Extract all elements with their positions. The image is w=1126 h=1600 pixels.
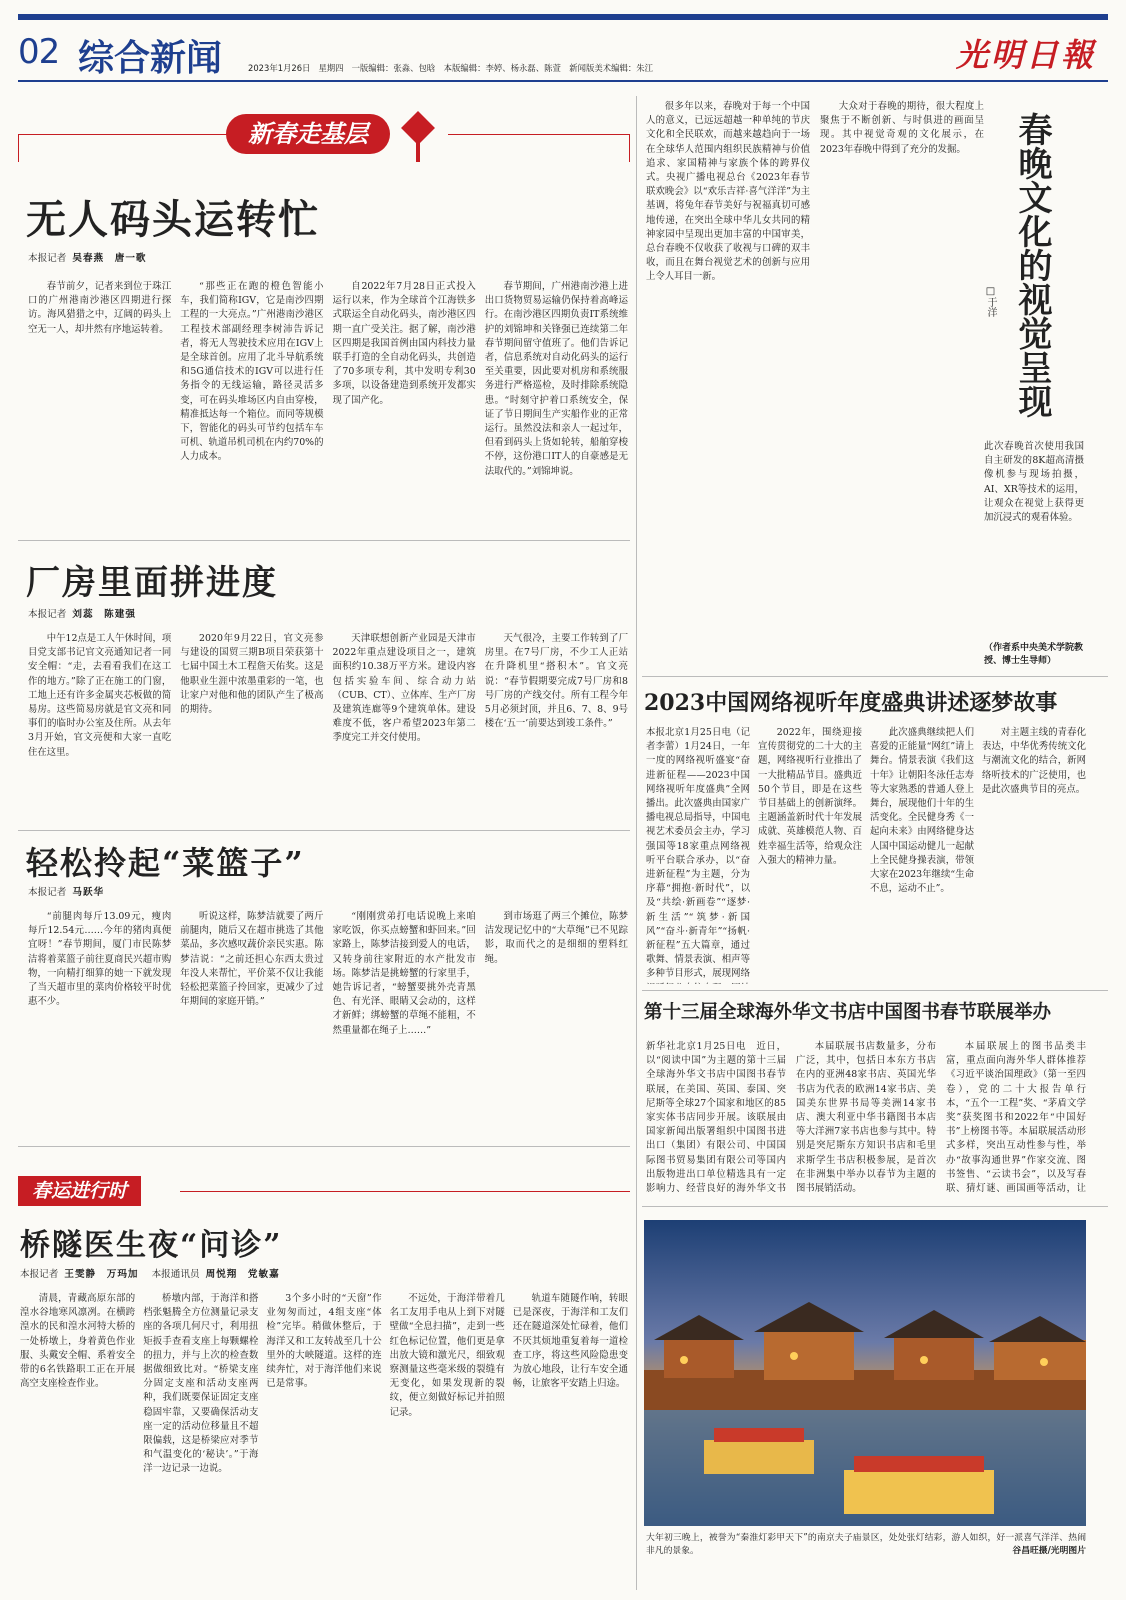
- article3-body: [28, 910, 628, 1138]
- divider: [18, 830, 630, 831]
- article4-authors2: 周悦翔 党敏嘉: [205, 1269, 280, 1280]
- paragraph: 3个多小时的“天窗”作业匆匆而过，4组支座“体检”完毕。稍做休整后，于海洋又和工友转战至几十公里外的大峡隧道。这样的连续奔忙，对于海洋他们来说已是常事。: [266, 1293, 382, 1390]
- travel-tag: [18, 1176, 141, 1206]
- article4-byline-label: 本报记者: [20, 1269, 59, 1280]
- masthead-logo: 光明日報: [955, 36, 1096, 74]
- paragraph: “前腿肉每斤13.09元，瘦肉每斤12.54元……今年的猪肉真便宜呀！”春节期间，厦门市民陈梦洁将着菜篮子前往夏商民兴超市购物，一向精打细算的她一下就发现了当天超市里的菜肉价格较平时优惠不少。: [28, 911, 172, 1008]
- photo-caption: [646, 1532, 1086, 1558]
- paragraph: 新华社北京1月25日电 近日，以“阅读中国”为主题的第十三届全球海外华文书店中国图书春节联展，在美国、英国、泰国、突尼斯等全球27个国家和地区的85家实体书店同步开展。该联展由国家新闻出版署组织中国图书进出口（集团）有限公司、中国国际图书贸易集团有限公司等国内出版物进出口单位精选具有一定影响力、经营良好的海外华文书: [646, 1041, 786, 1195]
- page-number: 02: [18, 32, 60, 72]
- paragraph: 此次春晚首次使用我国自主研发的8K超高清摄像机参与现场拍摄，AI、XR等技术的运用，让观众在视觉上获得更加沉浸式的观看体验。: [984, 441, 1084, 524]
- article4-body: [20, 1292, 628, 1588]
- paragraph: 此次盛典继续把人们喜爱的正能量“网红”请上舞台。情景表演《我们这十年》让朝阳冬泳任志寿等大家熟悉的普通人登上舞台，展现他们十年的生活变化。全民健身秀《一起向未来》由网络健身达人国中国运动健儿一起献上全民健身操表演，带领大家在2023年继续“生命不息，运动不止”。: [870, 727, 974, 895]
- article1-title: 无人码头运转忙: [26, 196, 320, 243]
- banner-badge: [226, 114, 390, 154]
- header-top-bar: [18, 14, 1108, 20]
- section-name: 综合新闻: [78, 38, 223, 79]
- paragraph: 天气很冷，主要工作转到了厂房里。在7号厂房，不少工人正站在升降机里“搭积木”。官文亮说：“春节假期要完成7号厂房和8号厂房的产线交付。所有工程今年5月必须封顶，并且6、7、8、9号楼在‘五一’前要达到竣工条件。”: [484, 633, 628, 730]
- article2-byline-label: 本报记者: [28, 609, 67, 620]
- article1-authors: 吴春燕 唐一歌: [72, 253, 147, 264]
- article4-title: 桥隧医生夜“问诊”: [20, 1228, 283, 1263]
- column-separator: [636, 96, 637, 1590]
- paragraph: 很多年以来，春晚对于每一个中国人的意义，已远远超越一种单纯的节庆文化和全民联欢，而越来越趋向于一场在全球华人范围内组织民族精神与价值追求、家国精神与家族个体的跨界仪式。央视广播电视总台《2023年春节联欢晚会》以“欢乐吉祥·喜气洋洋”为主基调，将兔年春节美好与祝福真切可感地传递，在突出全球中华儿女共同的精神家园中呈现出更加丰富的中国审美，总台春晚不仅收获了收视与口碑的双丰收，而且在舞台视觉艺术的创新与应用上令人耳目一新。: [646, 101, 810, 283]
- paragraph: 2022年，围绕迎接宣传贯彻党的二十大的主题，网络视听行业推出了一大批精品节目。盛典近50个节目，即是在这些节目基础上的创新演绎。主题涵盖新时代十年发展成就、英雄模范人物、百姓幸福生活等，给观众注入强大的精神力量。: [758, 727, 862, 866]
- divider: [642, 990, 1108, 991]
- article2-byline: [28, 606, 136, 620]
- paragraph: 天津联想创新产业园是天津市2022年重点建设项目之一，建筑面积约10.38万平方米。建设内容包括实验车间、综合动力站（CUB、CT）、立体库、生产厂房及建筑连廊等9个建筑单体。建设难度不低，客户希望2023年第二季度完工并交付使用。: [332, 633, 476, 744]
- banner-line-right: [448, 134, 630, 135]
- commentary-title: 春晚文化的视觉呈现: [1012, 112, 1052, 418]
- banner-new-year: [18, 104, 630, 162]
- article5-body: [646, 726, 1086, 984]
- chinese-knot-tassel-icon: [416, 140, 420, 162]
- travel-tag-line: [180, 1191, 630, 1192]
- header-rule: [18, 80, 1108, 82]
- divider: [642, 1206, 1108, 1207]
- article4-authors: 王雯静 万玛加: [64, 1269, 139, 1280]
- header-editors: 一版编辑：张淼、包晗 本版编辑：李婷、杨永磊、陈萱 新闻版美术编辑：朱江: [351, 63, 654, 73]
- news-photo: [644, 1220, 1086, 1526]
- paragraph: 本届联展上的图书品类丰富，重点面向海外华人群体推荐《习近平谈治国理政》（第一至四卷），党的二十大报告单行本，“五个一工程”奖、“茅盾文学奖”获奖图书和2022年“中国好书”上榜图书等。本届联展活动形式多样，突出互动性参与性，举办“故事沟通世界”作家交流、图书签售、“云读书会”，以及写春联、猜灯谜、画国画等活动，让: [946, 1041, 1086, 1195]
- paragraph: 大众对于春晚的期待，很大程度上聚焦于不断创新、与时俱进的画面呈现。其中视觉奇观的文化展示，在2023年春晚中得到了充分的发掘。: [820, 101, 984, 155]
- article4-byline: [20, 1266, 280, 1280]
- article3-byline: [28, 884, 104, 898]
- article2-body: [28, 632, 628, 822]
- article2-title: 厂房里面拼进度: [26, 563, 278, 603]
- article6-title: 第十三届全球海外华文书店中国图书春节联展举办: [644, 1002, 1052, 1023]
- paragraph: 对主题主线的青春化表达，中华优秀传统文化与潮流文化的结合，新网络听技术的广泛使用，也是此次盛典节目的亮点。: [982, 727, 1086, 795]
- divider: [18, 540, 630, 541]
- article5-title: 2023中国网络视听年度盛典讲述逐梦故事: [644, 690, 1058, 716]
- banner-corner-right: [629, 134, 630, 162]
- header-date: 2023年1月26日: [248, 63, 311, 73]
- paragraph: 自2022年7月28日正式投入运行以来，作为全球首个江海铁多式联运全自动化码头，南沙港区四期一直广受关注。据了解，南沙港区四期是我国首例由国内科技力量联手打造的全自动化码头，共创造了70多项专利，其中发明专利30多项，以设备建造到系统开发都实现了国产化。: [332, 281, 476, 406]
- commentary-note: （作者系中央美术学院教授、博士生导师）: [984, 643, 1084, 666]
- article1-byline-label: 本报记者: [28, 253, 67, 264]
- paragraph: 本报北京1月25日电（记者李蕾）1月24日，一年一度的网络视听盛宴“奋进新征程——2023中国网络视听年度盛典”全网播出。此次盛典由国家广播电视总局指导，中国电视艺术委员会主办，学习强国等18家重点网络视听平台联合承办，以“奋进新征程”为主题，分为序幕“拥抱·新时代”，以及“共绘·新画卷”“逐梦·新生活”“筑梦·新国风”“奋斗·新青年”“扬帆·新征程”五大篇章，通过歌舞、情景表演、相声等多种节目形式，展现网络: [646, 727, 750, 980]
- photo-credit: 谷昌旺摄/光明图片: [1012, 1546, 1086, 1556]
- header-meta: [248, 62, 653, 74]
- article3-authors: 马跃华: [72, 887, 105, 898]
- paragraph: 清晨，青藏高原东部的湟水谷地寒风凛冽。在横跨湟水的民和湟水河特大桥的一处桥墩上，身着黄色作业服、头戴安全帽、系着安全带的6名铁路职工正在开展高空支座检查作业。: [20, 1293, 136, 1390]
- divider: [18, 1146, 630, 1147]
- article6-body: [646, 1040, 1086, 1196]
- divider: [642, 676, 1108, 677]
- article3-title: 轻松拎起“菜篮子”: [26, 844, 305, 882]
- header-weekday: 星期四: [318, 63, 344, 73]
- article4-byline-label2: 本报通讯员: [151, 1269, 200, 1280]
- article2-authors: 刘蕊 陈建强: [72, 609, 136, 620]
- paragraph: 中午12点是工人午休时间，项目党支部书记官文亮通知记者一同安全帽：“走，去看看我们在这工作的地方。”除了正在施工的门窗，工地上还有许多金属夹芯板做的简易房。这些简易房就是官文亮和同事们的临时办公室及住所。从去年3月开始，官文亮便和大家一直吃住在这里。: [28, 633, 172, 758]
- paragraph: 2020年9月22日，官文亮参与建设的国贸三期B项目荣获第十七届中国土木工程詹天佑奖。这是他职业生涯中浓墨重彩的一笔，也让家户对他和他的团队产生了极高的期待。: [180, 633, 324, 716]
- article1-body: [28, 280, 628, 528]
- paragraph: 桥墩内部，于海洋和搭档张魁腾全方位测量记录支座的各项几何尺寸，利用扭矩扳手查看支座上每颗螺栓的扭力，并与上次的检查数据做细致比对。“桥梁支座分固定支座和活动支座两种，我们既要保证固定支座稳固牢靠，又要确保活动支座一定的活动位移量且不超限偏载，这是桥梁应对季节和气温变化的‘秘诀’。”于海洋一边记录一边说。: [143, 1293, 259, 1475]
- banner-text: 新春走基层: [248, 120, 368, 148]
- banner-corner-left: [18, 134, 19, 162]
- photo-caption-text: 大年初三晚上，被誉为“秦淮灯彩甲天下”的南京夫子庙景区，处处张灯结彩，游人如织，好一派喜气洋洋、热闹非凡的景象。: [646, 1533, 1086, 1556]
- paragraph: “刚刚赏弟打电话说晚上来咱家吃饭，你买点螃蟹和虾回来。”回家路上，陈梦洁接到爱人的电话，又转身前往家附近的水产批发市场。陈梦洁是挑螃蟹的行家里手，她告诉记者，“螃蟹要挑外壳青黑色、有光泽、眼睛又会动的，这样才新鲜；绑螃蟹的草绳不能粗，不然重量都在绳子上……”: [332, 911, 476, 1036]
- paragraph: 到市场逛了两三个摊位，陈梦洁发现记忆中的“大草绳”已不见踪影，取而代之的是细细的塑料红绳。: [484, 911, 628, 965]
- paragraph: 轨道车随隧作响，转眼已是深夜，于海洋和工友们还在隧道深处忙碌着，他们不厌其烦地重复着每一道检查工序，将这些风险隐患变为放心地段，让行车安全通畅，让旅客平安踏上归途。: [512, 1293, 628, 1390]
- paragraph: 不远处，于海洋带着几名工友用手电从上到下对隧壁做“全息扫描”，走到一些红色标记位置，他们更是拿出放大镜和激光尺，细致观察测量这些毫米级的裂缝有无变化，如果发现新的裂纹，便立刻做好标记并拍照记录。: [389, 1293, 505, 1418]
- paragraph: 本届联展书店数量多，分布广泛，其中，包括日本东方书店在内的亚洲48家书店、英国光华书店为代表的欧洲14家书店、美国美东世界书局等美洲14家书店、澳大利亚中华书籍图书本店等大洋洲7家书店也参与其中。特别是突尼斯东方知识书店和毛里求斯学生书店积极参展，是首次在非洲集中举办以春节为主题的图书展销活动。: [796, 1041, 936, 1195]
- paragraph: 春节前夕，记者来到位于珠江口的广州港南沙港区四期进行探访。海风猎猎之中，辽阔的码头上空无一人，却井然有序地运转着。: [28, 281, 172, 335]
- commentary-author: □于洋: [985, 286, 996, 317]
- article3-byline-label: 本报记者: [28, 887, 67, 898]
- paragraph: 春节期间，广州港南沙港上进出口货物贸易运输仍保持着高峰运行。在南沙港区四期负责IT系统维护的刘锦坤和关锋强已连续第二年春节期间留守值班了。他们告诉记者，信息系统对自动化码头的运行至关重要，因此要对机房和系统服务进行严格巡检，及时排除系统隐患。“时刻守护着口系统安全，保证了节日期间生产实船作业的正常运行。虽然没法和亲人一起过年，但看到码头上货如轮转，船舶穿梭不停，这份港口IT人的自豪感是无法取代的。”刘锦坤说。: [484, 281, 628, 477]
- paragraph: 听说这样，陈梦洁就要了两斤前腿肉，随后又在超市挑选了其他菜品，多次感叹蔬价亲民实惠。陈梦洁说：“之前还担心东西太贵过年没人来帮忙，平价菜不仅让我能轻松把菜篮子拎回家，更减少了过年期间的家庭开销。”: [180, 911, 324, 1008]
- commentary-body: [646, 100, 984, 660]
- paragraph: “那些正在跑的橙色智能小车，我们简称IGV，它是南沙四期工程的一大亮点。”广州港南沙港区工程技术部副经理李树沛告诉记者，将无人驾驶技术应用在IGV上是全球首创。应用了北斗导航系统和5G通信技术的IGV可以进行任务指令的无线运输，路径灵活多变，可在码头堆场区内自由穿梭，精准抵达每一个箱位。而同等规模下，智能化的码头可节约包括车车可机、轨道吊机司机在内约70%的人力成本。: [180, 281, 324, 463]
- banner-line-left: [18, 134, 228, 135]
- travel-tag-text: 春运进行时: [32, 1180, 128, 1202]
- article1-byline: [28, 250, 147, 264]
- commentary-extra: [984, 440, 1084, 640]
- photo-illustration: [644, 1220, 1086, 1526]
